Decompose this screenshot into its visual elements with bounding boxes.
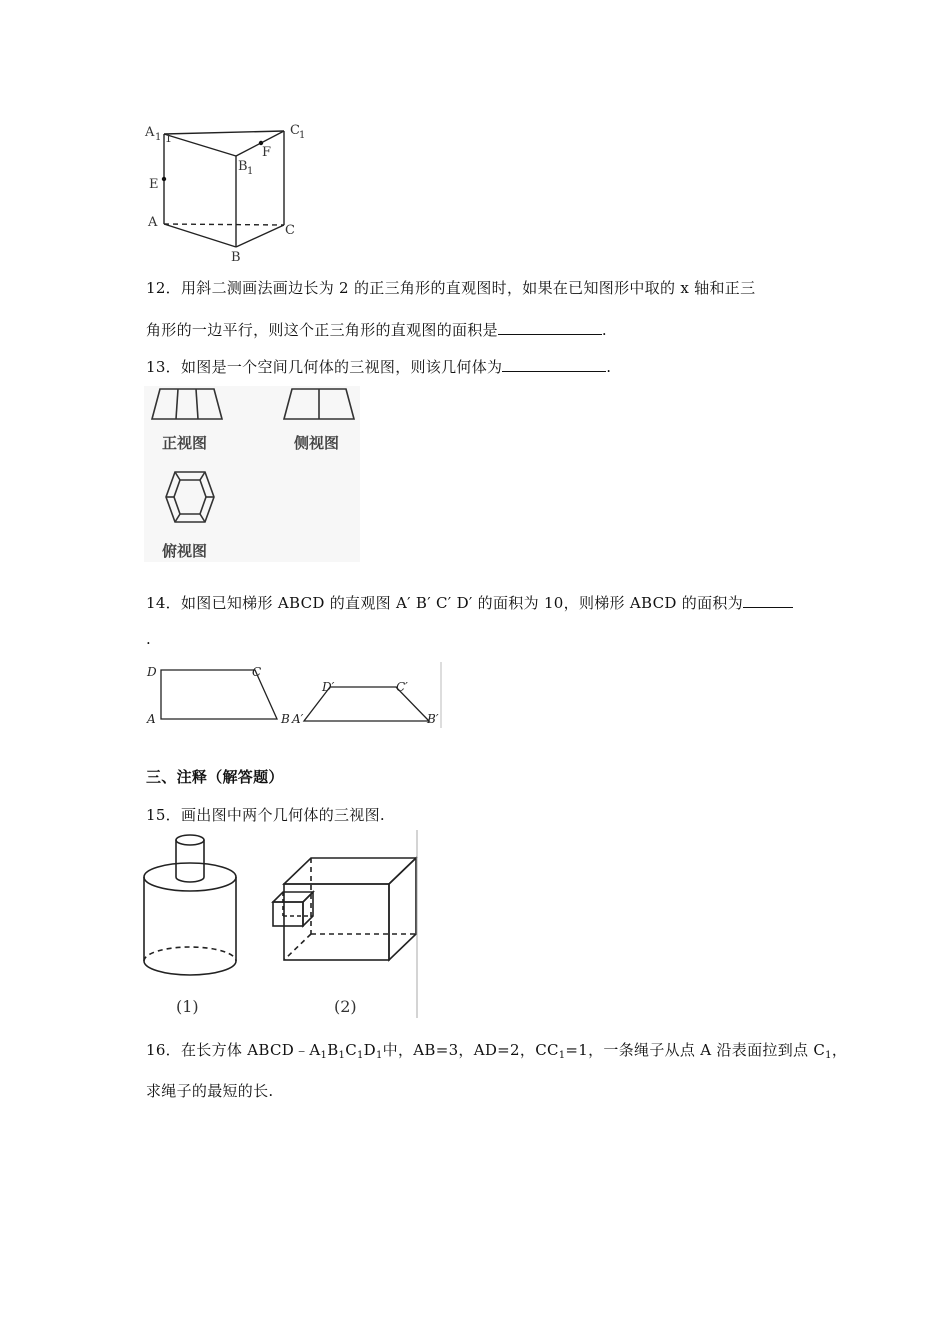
edge-AB — [164, 224, 236, 247]
figure-2-label: (2) — [334, 997, 357, 1016]
label-C-prime: C′ — [396, 680, 408, 694]
label-B1: B — [238, 159, 248, 174]
edge-BC — [236, 225, 284, 247]
label-D-prime: D′ — [322, 680, 335, 694]
label-C1: C — [290, 123, 300, 138]
question-14: 14．如图已知梯形 ABCD 的直观图 A′ B′ C′ D′ 的面积为 10，则梯形 ABCD 的面积为 — [146, 592, 793, 613]
question-14-cont: . — [146, 630, 152, 648]
label-C: C — [285, 223, 295, 238]
prism-figure — [140, 120, 315, 265]
label-A-prime: A′ — [292, 712, 304, 726]
question-16-line2: 求绳子的最短的长. — [146, 1082, 274, 1100]
label-A: A — [148, 215, 158, 230]
question-13: 13．如图是一个空间几何体的三视图，则该几何体为 . — [146, 358, 612, 376]
question-12-line1: 12．用斜二测画法画边长为 2 的正三角形的直观图时，如果在已知图形中取的 x 轴和正三 — [146, 279, 756, 297]
prism-diagram — [140, 120, 315, 265]
question-15: 15．画出图中两个几何体的三视图. — [146, 806, 385, 824]
svg-text:1: 1 — [155, 132, 162, 143]
solids-figure — [138, 830, 428, 1020]
svg-text:1: 1 — [165, 132, 172, 145]
three-views-figure — [144, 386, 360, 562]
top-view-label: 俯视图 — [162, 542, 208, 560]
trapezoid-figure — [144, 660, 444, 730]
svg-text:1: 1 — [247, 166, 254, 177]
question-12-line2: 角形的一边平行，则这个正三角形的直观图的面积是 . — [146, 321, 607, 339]
answer-blank-13[interactable] — [502, 357, 606, 372]
label-B: B — [281, 712, 290, 726]
label-D: D — [147, 665, 157, 679]
label-F: F — [262, 145, 272, 160]
point-E — [162, 177, 166, 181]
solid-2-box — [273, 830, 417, 1018]
label-B: B — [231, 250, 241, 265]
label-E: E — [149, 177, 159, 192]
edge-AC-hidden — [164, 224, 284, 225]
answer-blank-14[interactable] — [743, 593, 793, 608]
answer-blank-12[interactable] — [498, 320, 602, 335]
label-A1: A — [145, 125, 155, 140]
edge-A1C1 — [164, 131, 284, 134]
figure-1-label: (1) — [176, 997, 199, 1016]
label-B-prime: B′ — [427, 712, 439, 726]
section-3-title: 三、注释（解答题） — [146, 768, 284, 786]
question-16-line1: 16．在长方体 $ABCD﹣A_1B_1C_1D_1$中，AB=3，AD=2，$CC_1=1$，一条绳子从点 A 沿表面拉到点 $C_1$， — [146, 1041, 848, 1061]
edge-A1B1 — [164, 134, 236, 156]
svg-text:1: 1 — [299, 130, 306, 141]
solid-1-cylinder — [144, 835, 236, 975]
side-view-label: 侧视图 — [294, 434, 340, 452]
label-C: C — [252, 665, 262, 679]
front-view-label: 正视图 — [162, 434, 208, 452]
label-A: A — [147, 712, 156, 726]
